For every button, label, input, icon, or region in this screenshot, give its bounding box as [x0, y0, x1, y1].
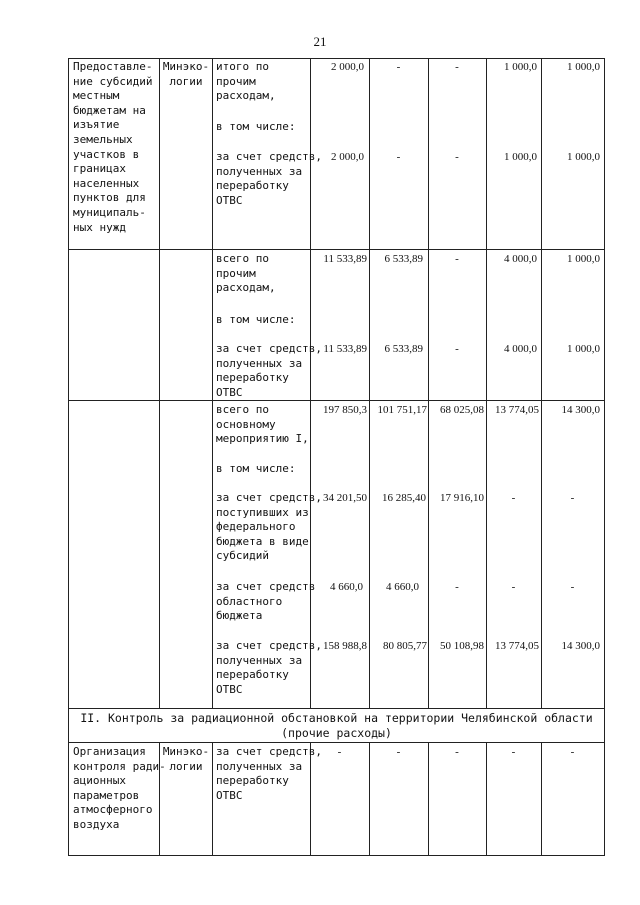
measure-cell: Организация контроля ради- ационных параметров атмосферного воздуха [73, 745, 166, 831]
row-divider [68, 742, 605, 743]
value-year-4: 1 000,0 [567, 61, 600, 73]
value-year-2: - [455, 61, 459, 73]
line-label: за счет средств, полученных за переработку ОТВС [216, 745, 322, 802]
value-year-1: 6 533,89 [384, 253, 423, 265]
table-border-top [68, 58, 605, 59]
line-label: в том числе: [216, 120, 296, 133]
value-year-3: 4 000,0 [504, 343, 537, 355]
value-total: 158 988,8 [323, 640, 367, 652]
row-divider [68, 249, 605, 250]
line-label: за счет средств, полученных за переработку ОТВС [216, 150, 322, 207]
value-year-1: 80 805,77 [383, 640, 427, 652]
line-label: за счет средств областного бюджета [216, 580, 316, 623]
value-total: 11 533,89 [323, 253, 367, 265]
value-year-2: - [455, 151, 459, 163]
value-year-4: 14 300,0 [561, 640, 600, 652]
line-label: за счет средств, полученных за переработку ОТВС [216, 639, 322, 696]
value-year-3: - [511, 746, 516, 758]
page-number: 21 [313, 34, 327, 49]
value-year-1: - [396, 61, 401, 73]
executor-cell: Минэко- логии [162, 60, 210, 88]
row-divider [68, 400, 605, 401]
col-divider [159, 58, 160, 708]
value-year-2: - [455, 581, 459, 593]
value-year-4: 1 000,0 [567, 253, 600, 265]
value-year-3: 13 774,05 [495, 404, 539, 416]
value-year-2: - [455, 343, 459, 355]
value-total: 11 533,89 [323, 343, 367, 355]
value-year-4: - [570, 746, 575, 758]
value-year-3: 1 000,0 [504, 61, 537, 73]
row-divider [68, 708, 605, 709]
value-year-4: - [570, 581, 575, 593]
value-year-3: 4 000,0 [504, 253, 537, 265]
value-year-2: 68 025,08 [440, 404, 484, 416]
value-year-1: 16 285,40 [382, 492, 426, 504]
value-year-4: - [570, 492, 575, 504]
value-total: 2 000,0 [331, 61, 364, 73]
line-label: за счет средств, полученных за переработку ОТВС [216, 342, 322, 399]
line-label: в том числе: [216, 462, 296, 475]
value-year-1: - [396, 746, 401, 758]
value-year-4: 14 300,0 [561, 404, 600, 416]
value-year-4: 1 000,0 [567, 151, 600, 163]
value-total: 4 660,0 [330, 581, 363, 593]
line-label: итого по прочим расходам, [216, 60, 276, 103]
value-year-3: 13 774,05 [495, 640, 539, 652]
value-year-1: - [396, 151, 401, 163]
col-divider [212, 58, 213, 708]
line-label: всего по прочим расходам, [216, 252, 276, 295]
table-border-bottom [68, 855, 605, 856]
value-year-2: - [455, 746, 459, 758]
line-label: в том числе: [216, 313, 296, 326]
value-year-1: 101 751,17 [377, 404, 427, 416]
value-total: 2 000,0 [331, 151, 364, 163]
line-label: всего по основному мероприятию I, [216, 403, 309, 446]
value-year-3: - [511, 581, 516, 593]
value-year-3: - [511, 492, 516, 504]
value-year-1: 4 660,0 [386, 581, 419, 593]
value-year-2: 17 916,10 [440, 492, 484, 504]
value-year-4: 1 000,0 [567, 343, 600, 355]
value-total: - [337, 746, 342, 758]
col-divider [212, 742, 213, 855]
value-total: 34 201,50 [323, 492, 367, 504]
line-label: за счет средств, поступивших из федерального бюджета в виде субсидий [216, 491, 322, 563]
value-year-2: - [455, 253, 459, 265]
value-year-1: 6 533,89 [384, 343, 423, 355]
executor-cell: Минэко- логии [162, 745, 210, 773]
section-title: II. Контроль за радиационной обстановкой на территории Челябинской области (прочие расходы) [80, 711, 593, 740]
value-year-3: 1 000,0 [504, 151, 537, 163]
value-total: 197 850,3 [323, 404, 367, 416]
value-year-2: 50 108,98 [440, 640, 484, 652]
measure-cell: Предоставле- ние субсидий местным бюджетам на изъятие земельных участков в границах населенных пунктов для муниципаль- ных нужд [73, 60, 153, 234]
